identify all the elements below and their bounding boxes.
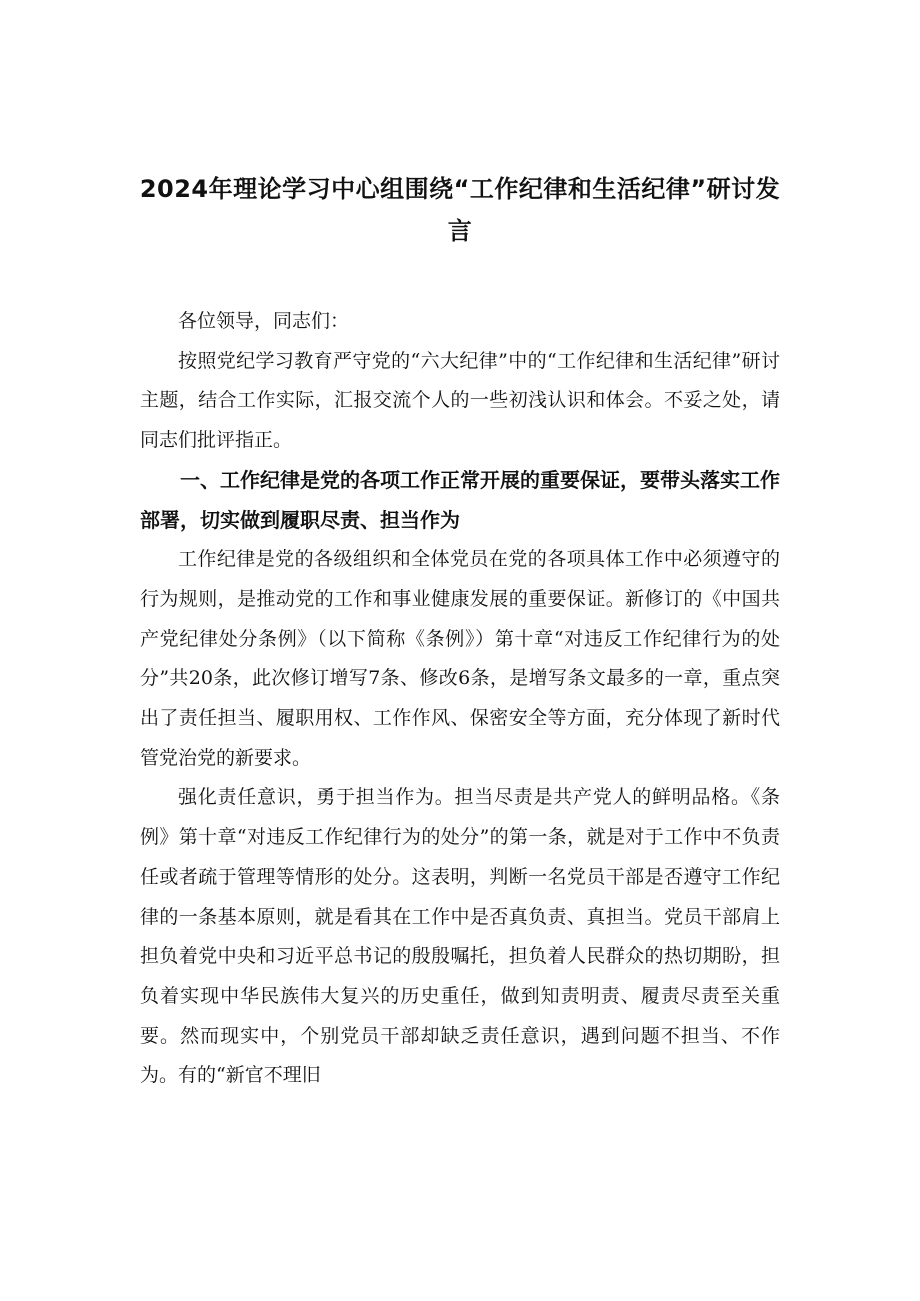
body-paragraph-2: 强化责任意识，勇于担当作为。担当尽责是共产党人的鲜明品格。《条例》第十章“对违反工作纪律行为的处分”的第一条，就是对于工作中不负责任或者疏于管理等情形的处分。这表明，判断一名党员干部是否遵守工作纪律的一条基本原则，就是看其在工作中是否真负责、真担当。党员干部肩上担负着党中央和习近平总书记的殷殷嘱托，担负着人民群众的热切期盼，担负着实现中华民族伟大复兴的历史重任，做到知责明责、履责尽责至关重要。然而现实中，个别党员干部却缺乏责任意识，遇到问题不担当、不作为。有的“新官不理旧 [140,786,780,1087]
document-title: 2024年理论学习中心组围绕“工作纪律和生活纪律”研讨发言 [139,175,781,245]
intro-paragraph: 按照党纪学习教育严守党的“六大纪律”中的“工作纪律和生活纪律”研讨主题，结合工作实际，汇报交流个人的一些初浅认识和体会。不妥之处，请同志们批评指正。 [140,349,780,452]
document-body [140,302,780,1096]
salutation: 各位领导，同志们： [178,310,350,332]
section-heading-1: 一、工作纪律是党的各项工作正常开展的重要保证，要带头落实工作部署，切实做到履职尽责、担当作为 [140,467,780,532]
body-paragraph-1: 工作纪律是党的各级组织和全体党员在党的各项具体工作中必须遵守的行为规则，是推动党的工作和事业健康发展的重要保证。新修订的《中国共产党纪律处分条例》（以下简称《条例》）第十章“对违反工作纪律行为的处分”共20条，此次修订增写7条、修改6条，是增写条文最多的一章，重点突出了责任担当、履职用权、工作作风、保密安全等方面，充分体现了新时代管党治党的新要求。 [140,548,780,769]
